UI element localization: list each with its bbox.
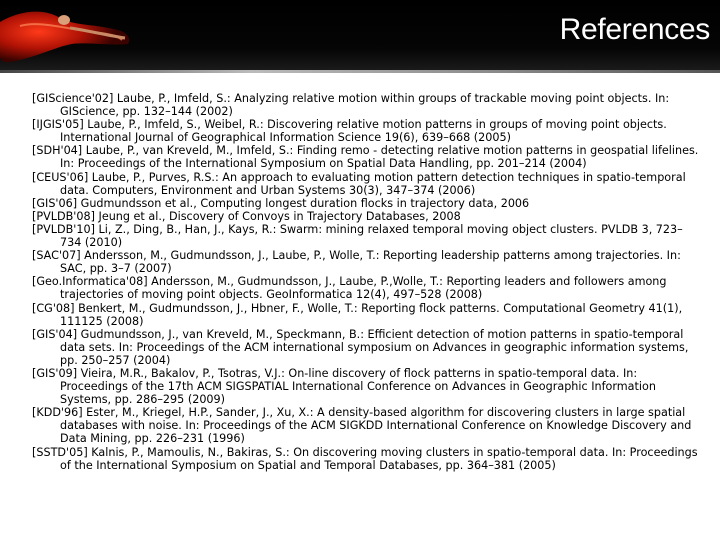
slide-header bbox=[0, 0, 720, 70]
reference-item: [GIS'06] Gudmundsson et al., Computing longest duration flocks in trajectory data, 2006 bbox=[32, 196, 530, 210]
dancer-figure-icon bbox=[0, 0, 140, 70]
reference-item: [SSTD'05] Kalnis, P., Mamoulis, N., Bakiras, S.: On discovering moving clusters in spatio-temporal data. In: Proceedings of the International Symposium on Spatial and Temporal Databases, pp. 364–381 (2005) bbox=[32, 445, 698, 472]
reference-item: [GIScience'02] Laube, P., Imfeld, S.: Analyzing relative motion within groups of trackable moving point objects. In: GIScience, pp. 132–144 (2002) bbox=[32, 92, 670, 119]
reference-item: [SAC'07] Andersson, M., Gudmundsson, J., Laube, P., Wolle, T.: Reporting leadership patterns among trajectories. In: SAC, pp. 3–7 (2007) bbox=[32, 249, 681, 276]
reference-item: [GIS'04] Gudmundsson, J., van Kreveld, M., Speckmann, B.: Efficient detection of motion patterns in spatio-temporal data sets. In: Proceedings of the ACM international symposium on Advances in geographic information systems, pp. 250–257 (2004) bbox=[32, 327, 689, 367]
reference-item: [KDD'96] Ester, M., Kriegel, H.P., Sander, J., Xu, X.: A density-based algorithm for discovering clusters in large spatial databases with noise. In: Proceedings of the ACM SIGKDD International Conference on Knowledge Discovery and Data Mining, pp. 226–231 (1996) bbox=[32, 406, 692, 446]
reference-list bbox=[32, 92, 700, 472]
reference-item: [PVLDB'08] Jeung et al., Discovery of Convoys in Trajectory Databases, 2008 bbox=[32, 209, 461, 223]
reference-item: [CG'08] Benkert, M., Gudmundsson, J., Hbner, F., Wolle, T.: Reporting flock patterns. Computational Geometry 41(1), 111125 (2008) bbox=[32, 301, 683, 328]
reference-item: [PVLDB'10] Li, Z., Ding, B., Han, J., Kays, R.: Swarm: mining relaxed temporal moving object clusters. PVLDB 3, 723–734 (2010) bbox=[32, 222, 683, 250]
reference-item: [SDH'04] Laube, P., van Kreveld, M., Imfeld, S.: Finding remo - detecting relative motion patterns in geospatial lifelines. In: Proceedings of the International Symposium on Spatial Data Handling, pp. 201–214 (2004) bbox=[32, 144, 699, 171]
slide-title: References bbox=[559, 13, 710, 46]
reference-item: [GIS'09] Vieira, M.R., Bakalov, P., Tsotras, V.J.: On-line discovery of flock patterns in spatio-temporal data. In: Proceedings of the 17th ACM SIGSPATIAL International Conference on Advances in Geographic Information Systems, pp. 286–295 (2009) bbox=[32, 366, 656, 407]
reference-item: [CEUS'06] Laube, P., Purves, R.S.: An approach to evaluating motion pattern detection techniques in spatio-temporal data. Computers, Environment and Urban Systems 30(3), 347–374 (2006) bbox=[32, 170, 686, 197]
reference-item: [IJGIS'05] Laube, P., Imfeld, S., Weibel, R.: Discovering relative motion patterns in groups of moving point objects. International Journal of Geographical Information Science 19(6), 639–668 (2005) bbox=[32, 118, 667, 145]
reference-item: [Geo.Informatica'08] Andersson, M., Gudmundsson, J., Laube, P.,Wolle, T.: Reporting leaders and followers among trajectories of moving point objects. GeoInformatica 12(4), 497–528 (2008) bbox=[32, 275, 667, 302]
header-divider bbox=[0, 70, 720, 73]
